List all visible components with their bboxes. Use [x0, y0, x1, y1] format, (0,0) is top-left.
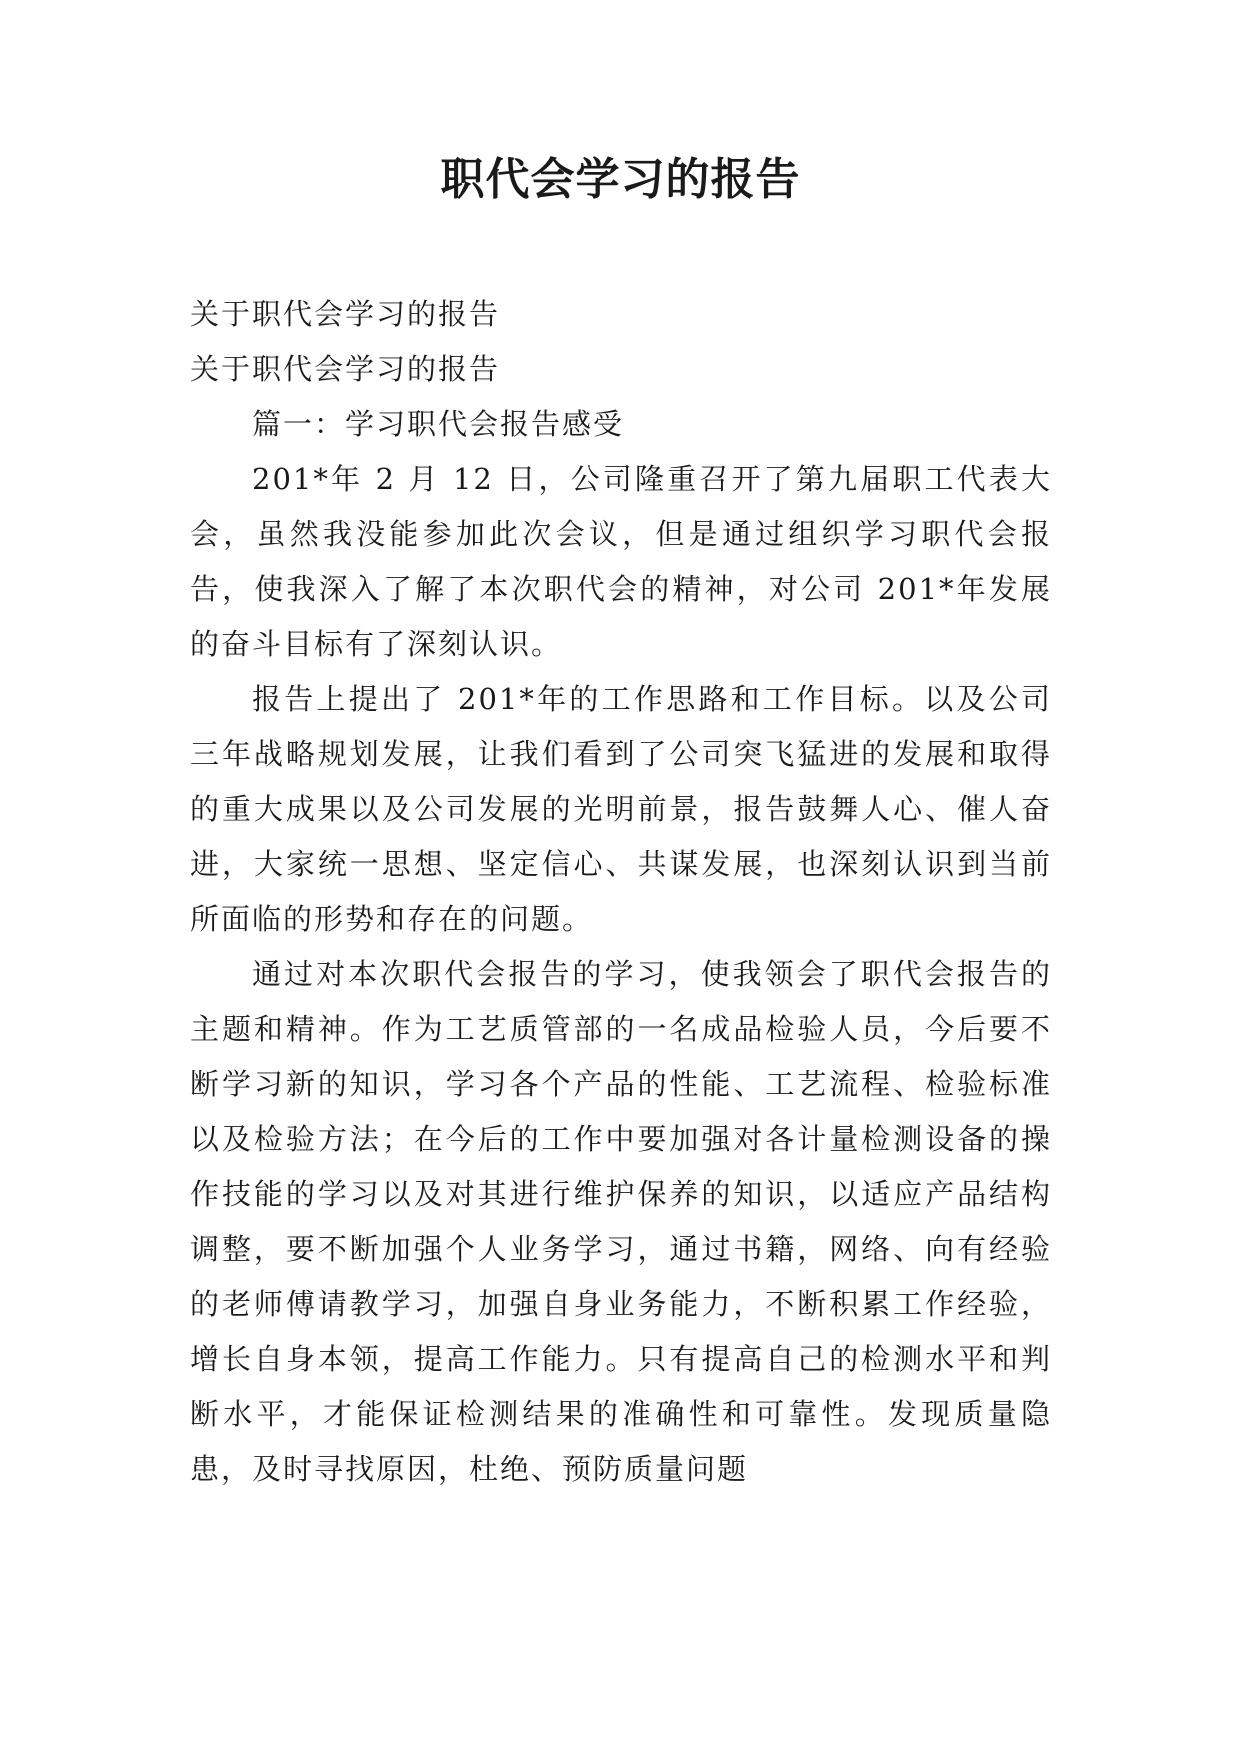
paragraph-body-3: 通过对本次职代会报告的学习，使我领会了职代会报告的主题和精神。作为工艺质管部的一名成品检验人员，今后要不断学习新的知识，学习各个产品的性能、工艺流程、检验标准以及检验方法；在今后的工作中要加强对各计量检测设备的操作技能的学习以及对其进行维护保养的知识，以适应产品结构调整，要不断加强个人业务学习，通过书籍，网络、向有经验的老师傅请教学习，加强自身业务能力，不断积累工作经验，增长自身本领，提高工作能力。只有提高自己的检测水平和判断水平，才能保证检测结果的准确性和可靠性。发现质量隐患，及时寻找原因，杜绝、预防质量问题: [190, 957, 1052, 1486]
paragraph-heading-1: 关于职代会学习的报告: [190, 297, 501, 331]
paragraph-body-2: 报告上提出了 201*年的工作思路和工作目标。以及公司三年战略规划发展，让我们看到了公司突飞猛进的发展和取得的重大成果以及公司发展的光明前景，报告鼓舞人心、催人奋进，大家统一思想、坚定信心、共谋发展，也深刻认识到当前所面临的形势和存在的问题。: [190, 682, 1052, 936]
document-body: [190, 287, 1052, 1497]
document-title: 职代会学习的报告: [440, 154, 801, 205]
paragraph-section-title: 篇一：学习职代会报告感受: [252, 407, 625, 441]
paragraph-body-1: 201*年 2 月 12 日，公司隆重召开了第九届职工代表大会，虽然我没能参加此次会议，但是通过组织学习职代会报告，使我深入了解了本次职代会的精神，对公司 201*年发展的奋斗目标有了深刻认识。: [190, 462, 1052, 661]
paragraph-heading-2: 关于职代会学习的报告: [190, 352, 501, 386]
